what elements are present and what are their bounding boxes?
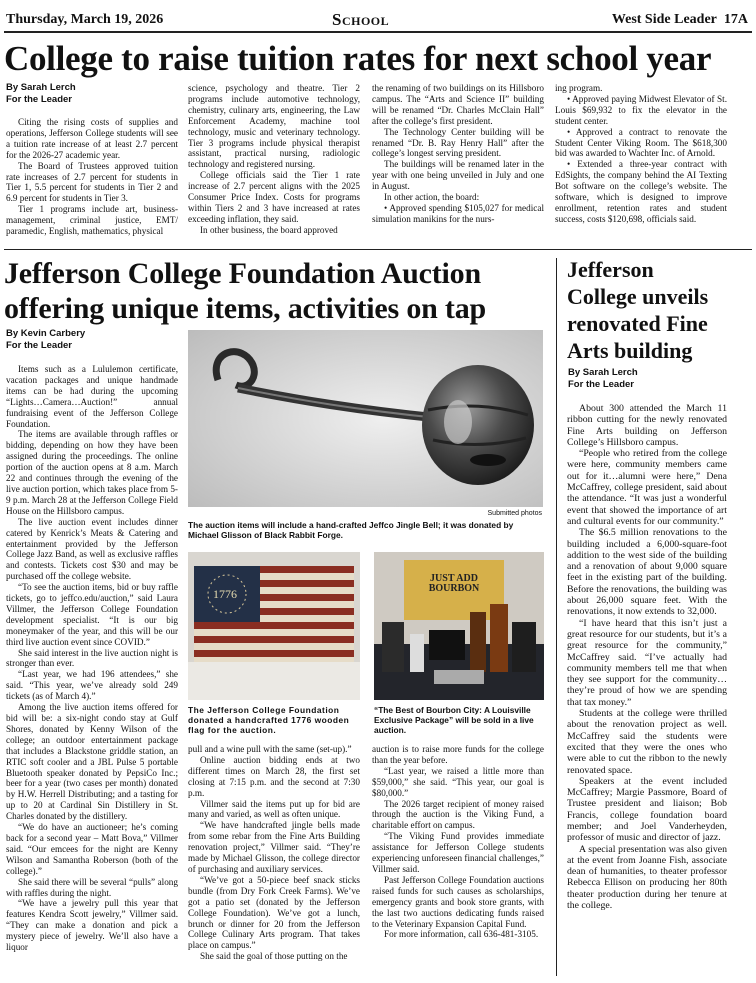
paragraph: auction is to raise more funds for the college than the year before.	[372, 744, 544, 765]
paragraph: She said the goal of those putting on the	[200, 951, 348, 962]
paper-name: West Side Leader	[611, 12, 717, 27]
paragraph: • Approved spending $105,027 for medical simulation manikins for the nurs-	[372, 202, 544, 224]
story1-byline-name: By Sarah Lerch	[6, 82, 76, 93]
jingle-bell-photo	[188, 330, 543, 507]
story1-column-2	[188, 83, 360, 247]
paragraph: “Last year, we raised a little more than $59,000,” she said. “This year, our goal is $80,000.”	[372, 765, 544, 798]
wooden-flag-photo	[188, 552, 360, 700]
paragraph: “We have a jewelry pull this year that features Kendra Scott jewelry,” Villmer said. “They can make a donation and pick a mystery piece of jewelry. We’ll also have a liquor	[6, 898, 178, 953]
paragraph: In other business, the board approved	[200, 224, 338, 235]
paragraph: College officials said the Tier 1 rate increase of 2.7 percent aligns with the 2025 Consumer Price Index. Costs for programs within Tiers 2 and 3 have increased at rates exceeding inflation, they said.	[188, 170, 360, 224]
story1-column-3	[372, 83, 544, 247]
story3-headline-line: Jefferson	[567, 257, 654, 282]
story2-headline-line-2: offering unique items, activities on tap	[4, 292, 486, 325]
paragraph: For more information, call 636-481-3105.	[384, 929, 539, 940]
paragraph: “People who retired from the college were here, community members came out for it…alumni were here,” Dena McCaffrey, college president, said about the attendance. “It was just a wonderful event that showed the importance of art and cultural events for our community.”	[567, 448, 727, 527]
story3-headline-line: College unveils	[567, 284, 709, 309]
paragraph: A special presentation was also given at the event from Joanne Fish, associate dean of humanities, to theater professor Rebecca Ellison on producing her 80th theater production during her tenure at the college.	[567, 843, 727, 912]
story2-byline	[6, 328, 85, 352]
paragraph: “We have handcrafted jingle bells made from some rebar from the Fine Arts Building renovation project,” Villmer said. “They’re made by Michael Glisson, the college director of purchasing and auxiliary services.	[188, 820, 360, 874]
column-divider	[556, 258, 557, 976]
paragraph: She said interest in the live auction night is stronger than ever.	[6, 647, 178, 669]
paragraph: Citing the rising costs of supplies and operations, Jefferson College students will see a tuition rate increase of at least 2.7 percent for the 2026-27 academic year.	[6, 117, 178, 160]
story3-body	[567, 403, 727, 977]
paragraph: “We’ve got a 50-piece beef snack sticks bundle (from Dry Fork Creek Farms). We’ve got a patio set (donated by the Jefferson College Foundation). We’ve got a lunch, brunch or dinner for 20 from the Jefferson College Culinary Arts program. That takes place on campus.”	[188, 874, 360, 951]
paragraph: The live auction event includes dinner catered by Kenrick’s Meats & Catering and entertainment provided by the Jefferson College Jazz Band, as well as exclusive raffles and contests. Tickets cost $30 and may be purchased off the college website.	[6, 516, 178, 582]
page-number: 17A	[723, 12, 748, 27]
jingle-bell-caption: The auction items will include a hand-crafted Jeffco Jingle Bell; it was donated by Michael Glisson of Black Rabbit Forge.	[188, 520, 514, 540]
story1-byline	[6, 82, 76, 106]
story3-byline	[568, 367, 638, 391]
bourbon-package-photo	[374, 552, 544, 700]
paragraph: Online auction bidding ends at two different times on March 28, the first set closing at 7:15 p.m. and the second at 7:30 p.m.	[188, 754, 360, 798]
story2-column-2	[188, 744, 360, 976]
paragraph: Students at the college were thrilled about the renovation project as well. McCaffrey said the students were excited that they were the ones who were able to cut the ribbon to the newly renovated space.	[567, 708, 727, 776]
bourbon-sign-text: JUST ADD BOURBON	[428, 573, 480, 594]
photo-credit: Submitted photos	[487, 510, 542, 517]
issue-date: Thursday, March 19, 2026	[6, 12, 164, 27]
paragraph: pull and a wine pull with the same (set-up).”	[188, 744, 352, 754]
paragraph: • Approved paying Midwest Elevator of St. Louis $69,932 to fix the elevator in the student center.	[555, 93, 727, 126]
story2-column-3	[372, 744, 544, 976]
paragraph: Villmer said the items put up for bid are many and varied, as well as often unique.	[188, 798, 360, 820]
bourbon-package-caption: “The Best of Bourbon City: A Louisville Exclusive Package” will be sold in a live auction.	[374, 705, 534, 735]
story3-headline	[567, 256, 752, 364]
paragraph: science, psychology and theatre. Tier 2 programs include automotive technology, chemistry, culinary arts, engineering, the Law Enforcement Academy, machine tool technology, music and veterinary technology. Tier 3 programs include physical therapist assistant, practical nursing, radiologic technology and registered nursing.	[188, 83, 360, 170]
story2-headline	[4, 256, 552, 326]
story3-headline-line: Arts building	[567, 338, 693, 363]
paragraph: “I have heard that this isn’t just a great resource for our students, but it’s a great resource for the community,” McCaffrey said. “I’ve actually had community members tell me that when they see support for the community…they’re proud of how we are spending that tax money.”	[567, 617, 727, 708]
paragraph: The Technology Center building will be renamed “Dr. B. Ray Henry Hall” after the college’s longest serving president.	[372, 126, 544, 159]
paragraph: The buildings will be renamed later in the year with one being unveiled in July and one in August.	[372, 159, 544, 192]
paragraph: Tier 1 programs include art, business-management, criminal justice, EMT/ paramedic, English, mathematics, physical	[6, 204, 178, 237]
flag-year-text: 1776	[213, 587, 237, 601]
story2-byline-name: By Kevin Carbery	[6, 328, 86, 339]
story1-headline: College to raise tuition rates for next school year	[4, 39, 712, 78]
story3-byline-name: By Sarah Lerch	[568, 367, 638, 378]
paragraph: She said there will be several “pulls” along with raffles during the night.	[6, 876, 178, 898]
paragraph: In other action, the board:	[384, 192, 480, 203]
paragraph: The $6.5 million renovations to the building included a 6,000-square-foot addition to the west side of the building and a renovation of about 9,000 square feet in the existing part of the building. Before the renovations, the building was about 26,000 square feet. With the renovations, it now extends to 32,000.	[567, 527, 727, 618]
paragraph: “We do have an auctioneer; he’s coming back for a second year – Matt Bova,” Villmer said. “Our emcees for the night are Kenny Wilson and Samantha Roberson (both of the college).”	[6, 822, 178, 876]
paragraph: Past Jefferson College Foundation auctions raised funds for such causes as scholarships, emergency grants and book store grants, with the last two auctions dedicating funds raised to the Veterinary Expansion Capital Fund.	[372, 874, 544, 929]
paragraph: the renaming of two buildings on its Hillsboro campus. The “Arts and Science II” building will be renamed “Dr. Charles McClain Hall” after the college’s first president.	[372, 83, 544, 126]
paragraph: The 2026 target recipient of money raised through the auction is the Viking Fund, a charitable effort on campus.	[372, 798, 544, 831]
story2-byline-org: For the Leader	[6, 340, 72, 351]
wooden-flag-caption: The Jefferson College Foundation donated a handcrafted 1776 wooden flag for the auction.	[188, 705, 350, 735]
paragraph: The Board of Trustees approved tuition rate increases of 2.7 percent for students in Tier 1, 5.5 percent for students in Tier 2 and 6.9 percent for students in Tier 3.	[6, 160, 178, 204]
story3-headline-line: renovated Fine	[567, 311, 708, 336]
paragraph: “The Viking Fund provides immediate assistance for Jefferson College students experiencing unforeseen financial challenges,” Villmer said.	[372, 831, 544, 874]
paragraph: Items such as a Lululemon certificate, vacation packages and unique handmade items can be had during the upcoming “Lights…Camera…Auction!” annual fundraising event of the Jefferson College Foundation.	[6, 364, 178, 429]
story1-column-4	[555, 83, 727, 247]
paragraph: “Last year, we had 196 attendees,” she said. “This year, we’ve already sold 249 tickets (as of March 4).”	[6, 669, 178, 702]
paragraph: ing program.	[555, 83, 603, 93]
story1-column-1	[6, 117, 178, 247]
paragraph: The items are available through raffles or bidding, depending on how they have been assigned during the proceedings. The online portion of the auction opens at 8 a.m. March 22 and continues through the evening of the live auction portion, which takes place from 5-9 p.m. March 28 at the Jefferson College Field House on the Hillsboro campus.	[6, 429, 178, 516]
story2-headline-line-1: Jefferson College Foundation Auction	[4, 257, 481, 290]
paragraph: • Extended a three-year contract with EdSights, the company behind the AI Texting Bot software on the college’s website. The software, which is designed to improve enrollment, retention rates and student success, costs $120,698, officials said.	[555, 159, 727, 224]
masthead-rule	[4, 31, 752, 33]
paragraph: • Approved a contract to renovate the Student Center Viking Room. The $618,300 bid was awarded to Wachter Inc. of Arnold.	[555, 126, 727, 159]
paragraph: Among the live auction items offered for bid will be: a six-night condo stay at Gulf Shores, donated by Kenny Wilson of the college; an outdoor entertainment package that includes a Blackstone griddle station, an RTIC soft cooler and a JBL Pulse 5 portable Bluetooth speaker donated by PepsiCo Inc.; beer for a year (two cases per month) donated by H.W. Herrell Distributing; and a tasting for up to 20 at Cardinal Sin Distillery in St. Charles donated by the distillery.	[6, 702, 178, 822]
story3-byline-org: For the Leader	[568, 379, 634, 390]
story1-byline-org: For the Leader	[6, 94, 72, 105]
paragraph: “To see the auction items, bid or buy raffle tickets, go to jeffco.edu/auction,” said Laura Villmer, the Jefferson College Foundation development specialist. “It is our big moneymaker of the year, and this will be our third live auction event since COVID.”	[6, 582, 178, 647]
paragraph: About 300 attended the March 11 ribbon cutting for the newly renovated Fine Arts building on Jefferson College’s Hillsboro campus.	[567, 403, 727, 448]
paragraph: Speakers at the event included McCaffrey; Margie Passmore, Board of Trustee president and liaison; Bob Francis, college foundation board member; and Joel Vanderheyden, professor of music and director of jazz.	[567, 775, 727, 844]
story2-column-1	[6, 364, 178, 976]
page-folio	[612, 12, 748, 28]
story-divider	[4, 249, 752, 250]
section-title: School	[332, 10, 390, 29]
